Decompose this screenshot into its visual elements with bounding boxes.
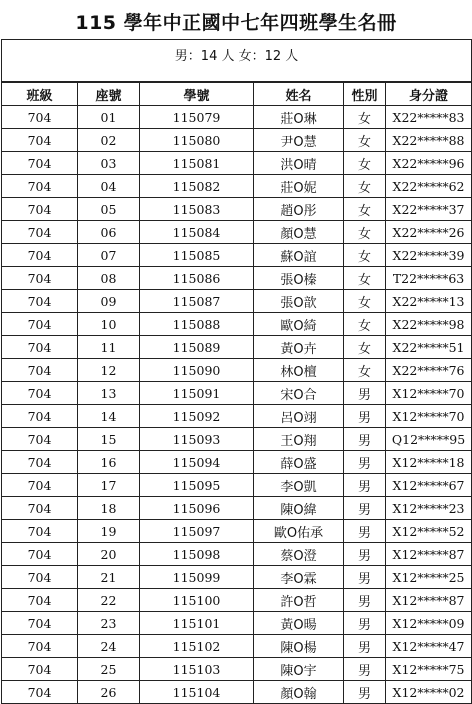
class-cell: 704: [2, 497, 78, 520]
table-row: [2, 359, 472, 382]
name-cell: 黃O暘: [254, 612, 344, 635]
name-cell: 許O哲: [254, 589, 344, 612]
class-cell: 704: [2, 589, 78, 612]
national-id-cell: X12*****09: [386, 612, 472, 635]
column-header-national-id: 身分證: [386, 82, 472, 106]
name-cell: 蔡O澄: [254, 543, 344, 566]
seat-cell: 12: [78, 359, 140, 382]
gender-cell: 男: [344, 382, 386, 405]
seat-cell: 09: [78, 290, 140, 313]
national-id-cell: X22*****26: [386, 221, 472, 244]
name-cell: 莊O琳: [254, 106, 344, 129]
class-cell: 704: [2, 129, 78, 152]
student-id-cell: 115091: [140, 382, 254, 405]
national-id-cell: X12*****87: [386, 589, 472, 612]
column-header-class: 班級: [2, 82, 78, 106]
student-id-cell: 115097: [140, 520, 254, 543]
class-cell: 704: [2, 566, 78, 589]
table-row: [2, 106, 472, 129]
name-cell: 陳O楊: [254, 635, 344, 658]
national-id-cell: X22*****96: [386, 152, 472, 175]
class-cell: 704: [2, 106, 78, 129]
gender-cell: 男: [344, 428, 386, 451]
student-id-cell: 115092: [140, 405, 254, 428]
table-row: [2, 152, 472, 175]
name-cell: 顏O慧: [254, 221, 344, 244]
national-id-cell: X22*****37: [386, 198, 472, 221]
student-id-cell: 115098: [140, 543, 254, 566]
national-id-cell: T22*****63: [386, 267, 472, 290]
class-cell: 704: [2, 175, 78, 198]
seat-cell: 06: [78, 221, 140, 244]
name-cell: 張O歆: [254, 290, 344, 313]
seat-cell: 25: [78, 658, 140, 681]
gender-cell: 女: [344, 244, 386, 267]
name-cell: 顏O翰: [254, 681, 344, 704]
student-id-cell: 115090: [140, 359, 254, 382]
seat-cell: 16: [78, 451, 140, 474]
name-cell: 張O榛: [254, 267, 344, 290]
seat-cell: 07: [78, 244, 140, 267]
gender-cell: 女: [344, 313, 386, 336]
class-cell: 704: [2, 635, 78, 658]
name-cell: 歐O佑承: [254, 520, 344, 543]
gender-cell: 男: [344, 566, 386, 589]
student-id-cell: 115093: [140, 428, 254, 451]
national-id-cell: X12*****87: [386, 543, 472, 566]
table-row: [2, 520, 472, 543]
table-row: [2, 612, 472, 635]
student-id-cell: 115099: [140, 566, 254, 589]
student-id-cell: 115083: [140, 198, 254, 221]
seat-cell: 15: [78, 428, 140, 451]
gender-cell: 女: [344, 267, 386, 290]
class-cell: 704: [2, 681, 78, 704]
student-id-cell: 115080: [140, 129, 254, 152]
gender-cell: 男: [344, 681, 386, 704]
table-row: [2, 198, 472, 221]
table-row: [2, 221, 472, 244]
table-row: [2, 635, 472, 658]
student-id-cell: 115079: [140, 106, 254, 129]
student-id-cell: 115100: [140, 589, 254, 612]
class-cell: 704: [2, 405, 78, 428]
gender-cell: 男: [344, 612, 386, 635]
student-id-cell: 115082: [140, 175, 254, 198]
table-row: [2, 474, 472, 497]
table-row: [2, 382, 472, 405]
gender-cell: 男: [344, 543, 386, 566]
class-cell: 704: [2, 359, 78, 382]
national-id-cell: X22*****51: [386, 336, 472, 359]
gender-cell: 女: [344, 221, 386, 244]
seat-cell: 18: [78, 497, 140, 520]
student-roster-table: [1, 39, 472, 704]
class-cell: 704: [2, 543, 78, 566]
national-id-cell: X22*****13: [386, 290, 472, 313]
student-id-cell: 115103: [140, 658, 254, 681]
gender-cell: 女: [344, 106, 386, 129]
class-cell: 704: [2, 474, 78, 497]
student-id-cell: 115096: [140, 497, 254, 520]
table-row: [2, 681, 472, 704]
name-cell: 陳O宇: [254, 658, 344, 681]
column-header-student-id: 學號: [140, 82, 254, 106]
class-cell: 704: [2, 336, 78, 359]
name-cell: 趙O彤: [254, 198, 344, 221]
seat-cell: 08: [78, 267, 140, 290]
table-row: [2, 566, 472, 589]
national-id-cell: X12*****23: [386, 497, 472, 520]
class-cell: 704: [2, 612, 78, 635]
table-row: [2, 267, 472, 290]
seat-cell: 11: [78, 336, 140, 359]
seat-cell: 24: [78, 635, 140, 658]
student-id-cell: 115095: [140, 474, 254, 497]
name-cell: 陳O緯: [254, 497, 344, 520]
class-cell: 704: [2, 428, 78, 451]
table-row: [2, 244, 472, 267]
national-id-cell: X22*****83: [386, 106, 472, 129]
table-row: [2, 451, 472, 474]
document-title: 115 學年中正國中七年四班學生名冊: [75, 12, 397, 34]
gender-summary-row: [2, 40, 472, 83]
national-id-cell: X22*****62: [386, 175, 472, 198]
seat-cell: 05: [78, 198, 140, 221]
table-row: [2, 290, 472, 313]
table-header-row: [2, 82, 472, 106]
student-id-cell: 115087: [140, 290, 254, 313]
gender-cell: 男: [344, 635, 386, 658]
class-cell: 704: [2, 382, 78, 405]
class-cell: 704: [2, 267, 78, 290]
seat-cell: 01: [78, 106, 140, 129]
name-cell: 宋O合: [254, 382, 344, 405]
class-cell: 704: [2, 658, 78, 681]
seat-cell: 14: [78, 405, 140, 428]
national-id-cell: X12*****25: [386, 566, 472, 589]
gender-cell: 女: [344, 290, 386, 313]
seat-cell: 10: [78, 313, 140, 336]
gender-cell: 女: [344, 152, 386, 175]
seat-cell: 26: [78, 681, 140, 704]
name-cell: 林O檀: [254, 359, 344, 382]
gender-cell: 男: [344, 405, 386, 428]
class-cell: 704: [2, 198, 78, 221]
class-cell: 704: [2, 244, 78, 267]
name-cell: 王O翔: [254, 428, 344, 451]
national-id-cell: X12*****02: [386, 681, 472, 704]
national-id-cell: X12*****75: [386, 658, 472, 681]
table-row: [2, 497, 472, 520]
name-cell: 呂O翊: [254, 405, 344, 428]
national-id-cell: X12*****52: [386, 520, 472, 543]
name-cell: 莊O妮: [254, 175, 344, 198]
student-id-cell: 115084: [140, 221, 254, 244]
student-id-cell: 115089: [140, 336, 254, 359]
student-id-cell: 115094: [140, 451, 254, 474]
table-row: [2, 428, 472, 451]
table-row: [2, 313, 472, 336]
name-cell: 歐O綺: [254, 313, 344, 336]
table-row: [2, 658, 472, 681]
name-cell: 薛O盛: [254, 451, 344, 474]
national-id-cell: X22*****98: [386, 313, 472, 336]
student-id-cell: 115088: [140, 313, 254, 336]
national-id-cell: X12*****70: [386, 382, 472, 405]
table-row: [2, 129, 472, 152]
student-id-cell: 115104: [140, 681, 254, 704]
national-id-cell: X22*****88: [386, 129, 472, 152]
class-cell: 704: [2, 313, 78, 336]
gender-cell: 女: [344, 336, 386, 359]
gender-cell: 男: [344, 589, 386, 612]
student-id-cell: 115081: [140, 152, 254, 175]
seat-cell: 02: [78, 129, 140, 152]
table-row: [2, 589, 472, 612]
gender-cell: 男: [344, 451, 386, 474]
name-cell: 尹O慧: [254, 129, 344, 152]
national-id-cell: X12*****47: [386, 635, 472, 658]
seat-cell: 13: [78, 382, 140, 405]
table-row: [2, 543, 472, 566]
national-id-cell: X12*****18: [386, 451, 472, 474]
table-row: [2, 405, 472, 428]
national-id-cell: X22*****39: [386, 244, 472, 267]
gender-cell: 女: [344, 175, 386, 198]
column-header-name: 姓名: [254, 82, 344, 106]
gender-cell: 女: [344, 359, 386, 382]
gender-summary: 男：14 人 女：12 人: [2, 40, 472, 83]
name-cell: 李O霖: [254, 566, 344, 589]
gender-cell: 男: [344, 520, 386, 543]
student-id-cell: 115086: [140, 267, 254, 290]
national-id-cell: X12*****70: [386, 405, 472, 428]
gender-cell: 男: [344, 474, 386, 497]
gender-cell: 女: [344, 129, 386, 152]
national-id-cell: Q12*****95: [386, 428, 472, 451]
column-header-gender: 性別: [344, 82, 386, 106]
seat-cell: 04: [78, 175, 140, 198]
class-cell: 704: [2, 520, 78, 543]
table-row: [2, 336, 472, 359]
seat-cell: 19: [78, 520, 140, 543]
class-cell: 704: [2, 290, 78, 313]
student-id-cell: 115101: [140, 612, 254, 635]
seat-cell: 22: [78, 589, 140, 612]
gender-cell: 男: [344, 658, 386, 681]
class-cell: 704: [2, 221, 78, 244]
seat-cell: 17: [78, 474, 140, 497]
national-id-cell: X22*****76: [386, 359, 472, 382]
student-id-cell: 115102: [140, 635, 254, 658]
seat-cell: 21: [78, 566, 140, 589]
seat-cell: 20: [78, 543, 140, 566]
name-cell: 李O凱: [254, 474, 344, 497]
name-cell: 黃O卉: [254, 336, 344, 359]
gender-cell: 男: [344, 497, 386, 520]
class-cell: 704: [2, 152, 78, 175]
seat-cell: 03: [78, 152, 140, 175]
seat-cell: 23: [78, 612, 140, 635]
name-cell: 洪O晴: [254, 152, 344, 175]
student-id-cell: 115085: [140, 244, 254, 267]
column-header-seat: 座號: [78, 82, 140, 106]
class-cell: 704: [2, 451, 78, 474]
name-cell: 蘇O誼: [254, 244, 344, 267]
gender-cell: 女: [344, 198, 386, 221]
table-row: [2, 175, 472, 198]
national-id-cell: X12*****67: [386, 474, 472, 497]
